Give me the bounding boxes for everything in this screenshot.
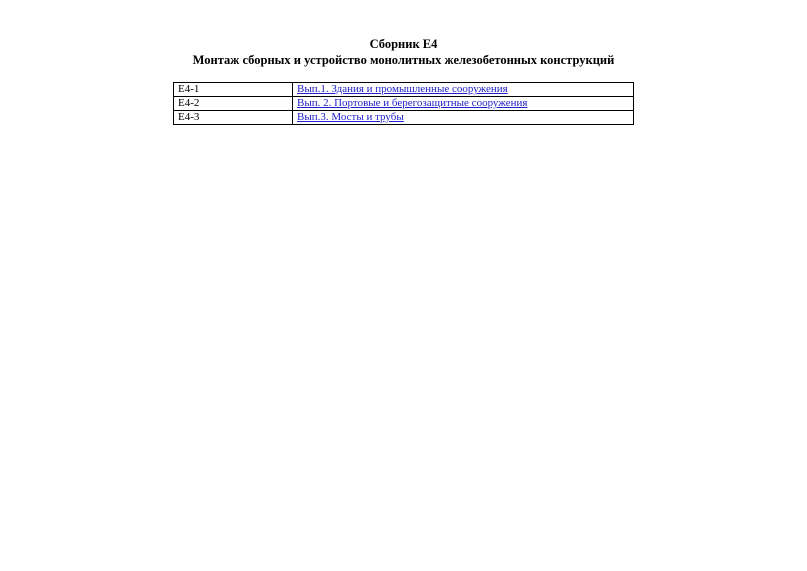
section-link-e4-2[interactable]: Вып. 2. Портовые и берегозащитные сооружения — [297, 97, 528, 109]
row-code: Е4-3 — [174, 111, 293, 125]
row-link-cell — [293, 83, 634, 97]
title-block — [0, 36, 807, 68]
row-code: Е4-2 — [174, 97, 293, 111]
table-row — [174, 97, 634, 111]
toc-table — [173, 82, 634, 125]
row-link-cell — [293, 111, 634, 125]
table-row — [174, 83, 634, 97]
section-link-e4-3[interactable]: Вып.3. Мосты и трубы — [297, 111, 404, 123]
table-row — [174, 111, 634, 125]
row-code: Е4-1 — [174, 83, 293, 97]
section-link-e4-1[interactable]: Вып.1. Здания и промышленные сооружения — [297, 83, 508, 95]
document-title: Сборник Е4 — [369, 37, 438, 51]
row-link-cell — [293, 97, 634, 111]
document-subtitle: Монтаж сборных и устройство монолитных железобетонных конструкций — [192, 53, 615, 67]
